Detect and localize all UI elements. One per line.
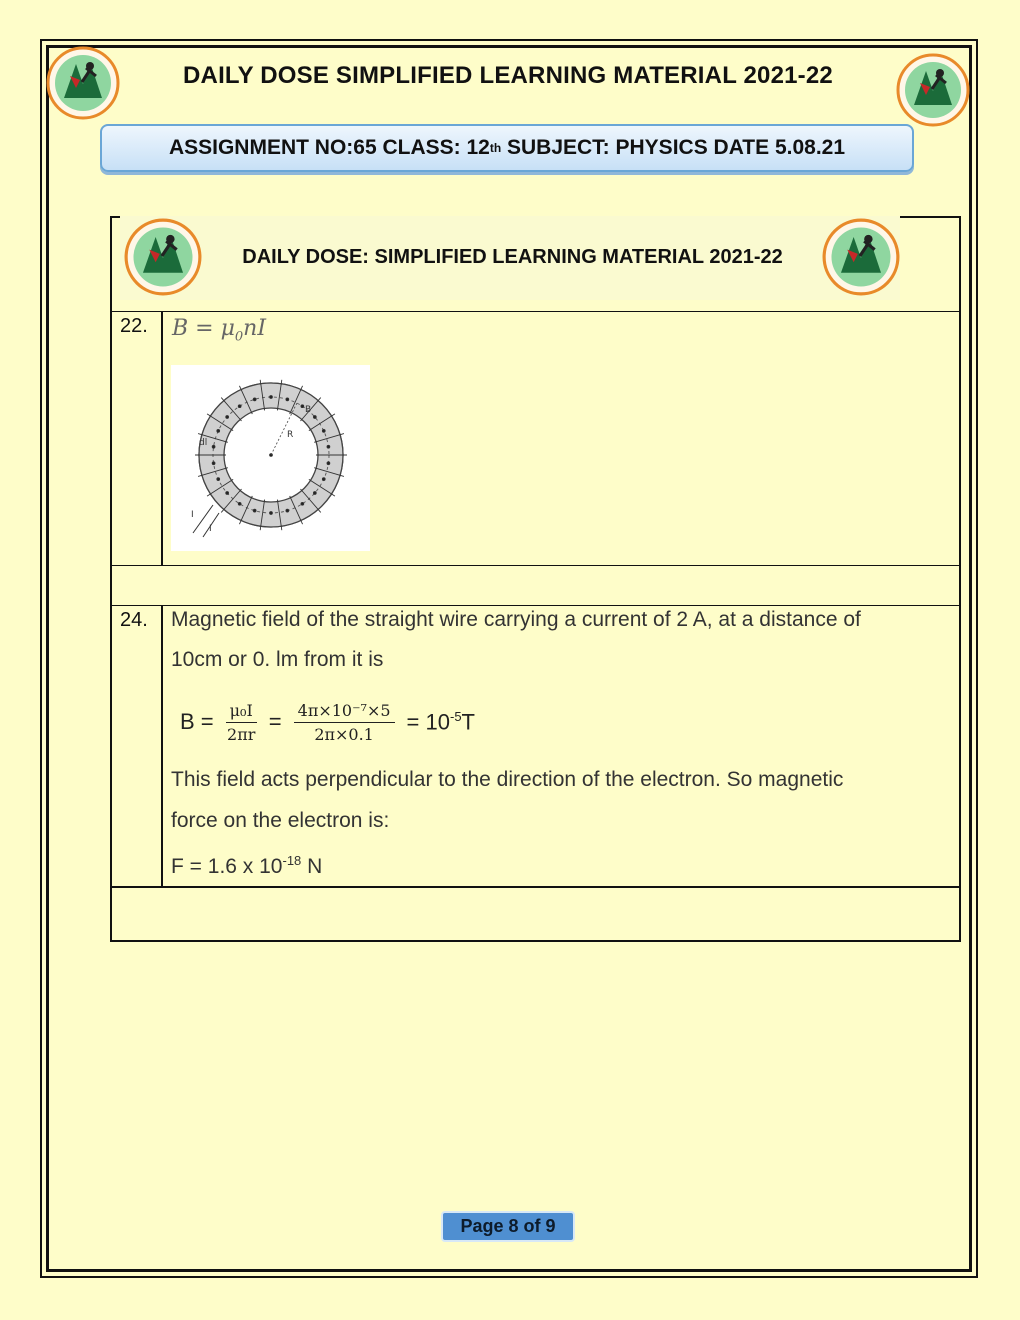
emblem-logo-icon: [46, 46, 120, 120]
field-arrow-marker: [286, 398, 289, 401]
column-divider: [161, 605, 163, 887]
field-arrow-marker: [253, 398, 256, 401]
result-base: = 10: [406, 709, 450, 735]
fraction-denominator: 2π×0.1: [314, 724, 374, 744]
q24-text-line: 10cm or 0. lm from it is: [171, 648, 384, 671]
q24-formula: [180, 698, 475, 746]
field-arrow-marker: [322, 478, 325, 481]
force-unit: N: [301, 855, 323, 878]
radius-label: R: [287, 430, 294, 440]
toroid-figure: [171, 365, 370, 551]
field-arrow-marker: [238, 405, 241, 408]
table-rule: [111, 311, 960, 312]
field-arrow-marker: [253, 509, 256, 512]
field-arrow-marker: [322, 430, 325, 433]
formula-lhs: B =: [180, 709, 214, 734]
field-arrow-marker: [217, 430, 220, 433]
q22-eq-rhs: nI: [243, 316, 267, 341]
column-divider: [161, 311, 163, 566]
q24-text-line: Magnetic field of the straight wire carrying a current of 2 A, at a distance of: [171, 608, 861, 631]
field-arrow-marker: [270, 512, 273, 515]
current-in-label: I: [191, 510, 194, 520]
page-indicator: Page 8 of 9: [441, 1211, 575, 1242]
result-unit: T: [461, 709, 475, 735]
q24-text-line: force on the electron is:: [171, 809, 390, 832]
assignment-text-start: ASSIGNMENT NO:65 CLASS: 12: [168, 136, 490, 159]
field-arrow-marker: [226, 492, 229, 495]
field-arrow-marker: [212, 462, 215, 465]
field-arrow-marker: [217, 478, 220, 481]
field-arrow-marker: [238, 502, 241, 505]
force-base: F = 1.6 x 10: [171, 855, 283, 878]
field-arrow-marker: [327, 445, 330, 448]
assignment-bar: [100, 124, 914, 172]
formula-fraction-1: [226, 701, 257, 744]
fraction-numerator: μ₀I: [226, 701, 257, 723]
q24-text-line: This field acts perpendicular to the direction of the electron. So magnetic: [171, 768, 844, 791]
q22-eq-sub: 0: [234, 329, 244, 345]
field-arrow-marker: [212, 445, 215, 448]
document-title: DAILY DOSE SIMPLIFIED LEARNING MATERIAL 2021-22: [183, 62, 833, 89]
field-arrow-marker: [286, 509, 289, 512]
fraction-denominator: 2πr: [227, 724, 256, 744]
field-arrow-marker: [327, 462, 330, 465]
toroid-diagram: [171, 365, 370, 551]
banner-title: DAILY DOSE: SIMPLIFIED LEARNING MATERIAL 2021-22: [242, 246, 783, 268]
field-arrow-marker: [226, 416, 229, 419]
assignment-text-end: SUBJECT: PHYSICS DATE 5.08.21: [501, 136, 846, 159]
q22-eq-lhs: B = μ: [172, 316, 235, 341]
formula-equals: =: [268, 709, 282, 734]
field-arrow-marker: [313, 492, 316, 495]
emblem-logo-icon: [124, 218, 202, 296]
result-exponent: -5: [449, 708, 462, 724]
formula-fraction-2: [294, 701, 395, 744]
table-rule: [111, 565, 960, 566]
dl-label: dl: [199, 438, 208, 448]
field-label: B: [305, 405, 312, 415]
fraction-numerator: 4π×10⁻⁷×5: [294, 701, 395, 723]
q24-force-line: [171, 841, 322, 887]
emblem-logo-icon: [822, 218, 900, 296]
field-arrow-marker: [301, 502, 304, 505]
question-number: 22.: [120, 315, 148, 337]
field-arrow-marker: [270, 396, 273, 399]
emblem-logo-icon: [896, 53, 970, 127]
field-arrow-marker: [313, 416, 316, 419]
force-exponent: -18: [282, 853, 302, 868]
assignment-superscript: th: [489, 141, 502, 155]
q22-equation: [172, 316, 266, 344]
current-out-label: I: [209, 524, 212, 534]
field-arrow-marker: [301, 405, 304, 408]
formula-result: [407, 709, 475, 735]
question-number: 24.: [120, 609, 148, 631]
